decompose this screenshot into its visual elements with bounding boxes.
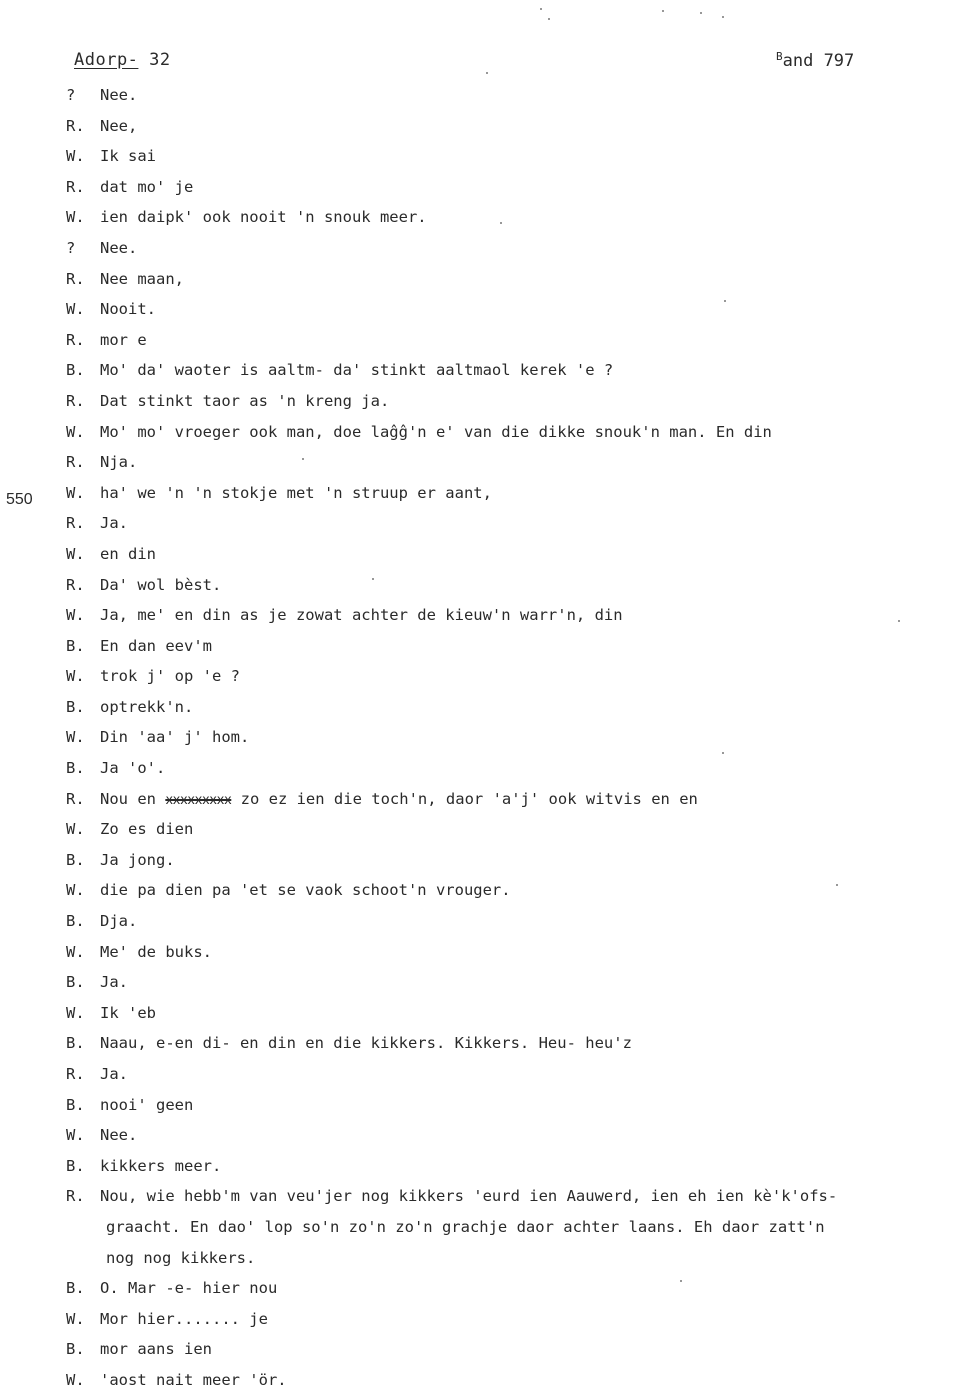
speaker-label: W. [66, 300, 85, 319]
speaker-label: R. [66, 1065, 85, 1083]
transcript-line [66, 661, 956, 692]
utterance-text: Ja jong. [100, 850, 175, 869]
utterance-text: Ja, me' en din as je zowat achter de kieuw'n warr'n, din [100, 606, 623, 625]
transcript-line [66, 386, 956, 417]
transcript-line-continuation [66, 1243, 956, 1274]
utterance-text: trok j' op 'e ? [100, 667, 240, 686]
utterance-text-part: Nou en [100, 789, 166, 808]
utterance-text: Ja. [100, 514, 128, 533]
utterance-text: Din 'aa' j' hom. [100, 728, 250, 747]
speaker-label: R. [66, 575, 85, 594]
speaker-label: B. [66, 1156, 85, 1175]
utterance-text: optrekk'n. [100, 697, 194, 716]
speaker-label: ? [66, 238, 76, 257]
speaker-label: W. [66, 667, 85, 686]
utterance-text: Mor hier....... je [100, 1309, 268, 1328]
transcript-line [66, 80, 956, 111]
transcript-line [66, 539, 956, 570]
transcript-line [66, 111, 956, 142]
utterance-text-part: zo ez ien die toch'n, daor 'a'j' ook witvis en en [231, 789, 698, 808]
scan-speck [722, 752, 724, 754]
transcript-lines [66, 80, 956, 1396]
utterance-text: Nee. [100, 1126, 138, 1145]
transcript-line [66, 202, 956, 233]
header-band-initial: B [776, 50, 783, 63]
speaker-label: B. [66, 850, 85, 869]
transcript-line [66, 264, 956, 295]
scan-speck [302, 458, 304, 460]
speaker-label: B. [66, 1340, 85, 1359]
scan-speck [898, 620, 900, 622]
scan-speck [548, 18, 550, 20]
utterance-text: ien daipk' ook nooit 'n snouk meer. [100, 208, 427, 227]
utterance-text: en din [100, 544, 156, 563]
utterance-text: kikkers meer. [100, 1156, 222, 1175]
utterance-text: Nee. [100, 86, 138, 104]
utterance-text: Zo es dien [100, 820, 194, 839]
header-page-number: 32 [138, 50, 171, 70]
utterance-text: Dat stinkt taor as 'n kreng ja. [100, 391, 390, 410]
utterance-text: Nee, [100, 116, 138, 135]
utterance-text: Nou, wie hebb'm van veu'jer nog kikkers 'eurd ien Aauwerd, ien eh ien kè'k'ofs- [100, 1187, 838, 1206]
header-band-number: and 797 [782, 51, 855, 71]
transcript-line [66, 447, 956, 478]
transcript-line [66, 355, 956, 386]
speaker-label: W. [66, 942, 85, 961]
speaker-label: W. [66, 1309, 85, 1328]
transcript-line [66, 570, 956, 601]
utterance-text: Me' de buks. [100, 942, 212, 961]
transcript-line [66, 508, 956, 539]
struck-out-text: xxxxxxxxx [165, 792, 232, 808]
utterance-text: Nee. [100, 238, 138, 257]
utterance-text: En dan eev'm [100, 636, 212, 655]
transcript-line [66, 875, 956, 906]
speaker-label: B. [66, 1279, 85, 1298]
speaker-label: R. [66, 789, 85, 808]
speaker-label: W. [66, 1126, 85, 1145]
transcript-line [66, 1334, 956, 1365]
speaker-label: W. [66, 208, 85, 227]
scan-speck [662, 10, 664, 12]
transcript-line [66, 1120, 956, 1151]
speaker-label: B. [66, 1034, 85, 1053]
speaker-label: W. [66, 422, 85, 441]
scan-speck [722, 16, 724, 18]
transcript-line [66, 1304, 956, 1335]
transcript-line-continuation [66, 1212, 956, 1243]
transcript-line [66, 722, 956, 753]
scan-speck [486, 72, 488, 74]
utterance-text: Nooit. [100, 300, 156, 319]
speaker-label: ? [66, 86, 76, 104]
transcript-line [66, 1059, 956, 1090]
utterance-text: Dja. [100, 912, 138, 931]
utterance-text: ha' we 'n 'n stokje met 'n struup er aant, [100, 483, 492, 502]
scan-speck [372, 578, 374, 580]
scan-speck [700, 12, 702, 14]
utterance-text: Ik 'eb [100, 1003, 156, 1022]
transcript-line [66, 294, 956, 325]
speaker-label: R. [66, 1187, 85, 1206]
scan-speck [724, 300, 726, 302]
transcript-line [66, 1181, 956, 1212]
speaker-label: W. [66, 1370, 85, 1389]
scan-speck [680, 1280, 682, 1282]
speaker-label: B. [66, 361, 85, 380]
scan-speck [500, 222, 502, 224]
utterance-text: Naau, e-en di- en din en die kikkers. Kikkers. Heu- heu'z [100, 1034, 632, 1053]
utterance-text: Nja. [100, 453, 138, 472]
scan-speck [540, 8, 542, 10]
speaker-label: W. [66, 147, 85, 166]
transcript-line [66, 814, 956, 845]
transcript-line [66, 998, 956, 1029]
transcript-line [66, 1365, 956, 1396]
speaker-label: B. [66, 636, 85, 655]
transcript-line [66, 784, 956, 815]
page-header-left [74, 50, 171, 70]
utterance-text: Nee maan, [100, 269, 184, 288]
speaker-label: W. [66, 544, 85, 563]
transcript-line [66, 753, 956, 784]
transcript-line [66, 845, 956, 876]
utterance-text: Mo' da' waoter is aaltm- da' stinkt aaltmaol kerek 'e ? [100, 361, 614, 380]
speaker-label: B. [66, 1095, 85, 1114]
utterance-text: Ja. [100, 1065, 128, 1083]
speaker-label: W. [66, 1003, 85, 1022]
page-header-right [776, 50, 854, 71]
transcript-line [66, 600, 956, 631]
speaker-label: W. [66, 820, 85, 839]
speaker-label: R. [66, 391, 85, 410]
utterance-text: Ja 'o'. [100, 759, 166, 778]
transcript-line [66, 1273, 956, 1304]
transcript-line [66, 172, 956, 203]
transcript-line [66, 1090, 956, 1121]
utterance-text: dat mo' je [100, 177, 194, 196]
utterance-text: Ja. [100, 973, 128, 992]
utterance-text: mor e [100, 330, 147, 349]
utterance-text [100, 784, 956, 815]
speaker-label: B. [66, 973, 85, 992]
utterance-text: mor aans ien [100, 1340, 212, 1359]
utterance-text: die pa dien pa 'et se vaok schoot'n vrouger. [100, 881, 511, 900]
speaker-label: B. [66, 759, 85, 778]
transcript-line [66, 906, 956, 937]
speaker-label: R. [66, 453, 85, 472]
header-place-label: Adorp- [74, 50, 139, 70]
utterance-text: nooi' geen [100, 1095, 194, 1114]
transcript-line [66, 325, 956, 356]
speaker-label: R. [66, 116, 85, 135]
speaker-label: W. [66, 606, 85, 625]
utterance-text: Mo' mo' vroeger ook man, doe laĝĝ'n e' van die dikke snouk'n man. En din [100, 422, 772, 441]
speaker-label: B. [66, 697, 85, 716]
utterance-text: nog nog kikkers. [106, 1248, 256, 1267]
transcript-line [66, 1028, 956, 1059]
transcript-line [66, 937, 956, 968]
transcript-line [66, 417, 956, 448]
utterance-text: Ik sai [100, 147, 156, 166]
speaker-label: R. [66, 514, 85, 533]
speaker-label: R. [66, 269, 85, 288]
transcript-line [66, 141, 956, 172]
speaker-label: R. [66, 177, 85, 196]
transcript-line [66, 478, 956, 509]
speaker-label: W. [66, 881, 85, 900]
speaker-label: W. [66, 728, 85, 747]
speaker-label: W. [66, 483, 85, 502]
transcript-line [66, 631, 956, 662]
scan-speck [836, 884, 838, 886]
speaker-label: R. [66, 330, 85, 349]
transcript-line [66, 1151, 956, 1182]
utterance-text: Da' wol bèst. [100, 575, 222, 594]
margin-line-number: 550 [6, 491, 33, 508]
speaker-label: B. [66, 912, 85, 931]
transcript-line [66, 692, 956, 723]
transcript-line [66, 233, 956, 264]
utterance-text: O. Mar -e- hier nou [100, 1279, 278, 1298]
utterance-text: 'aost nait meer 'ör. [100, 1370, 287, 1389]
transcript-line [66, 967, 956, 998]
utterance-text: graacht. En dao' lop so'n zo'n zo'n grachje daor achter laans. Eh daor zatt'n [106, 1217, 825, 1236]
